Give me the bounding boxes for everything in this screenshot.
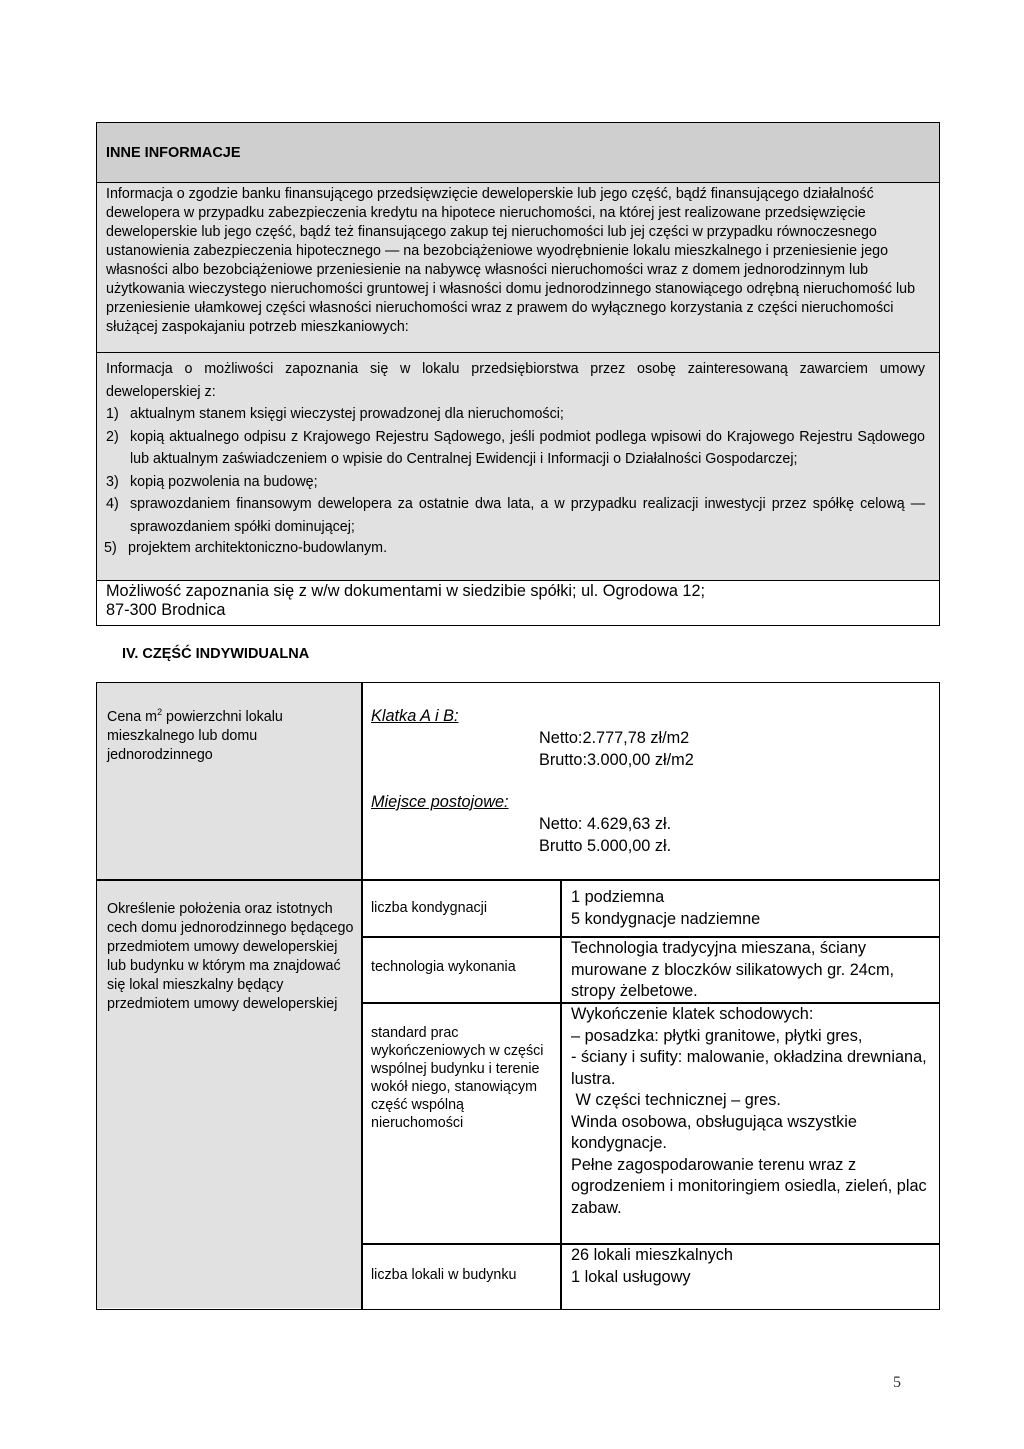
documents-access-location — [97, 581, 939, 625]
document-number: 1) — [106, 406, 119, 422]
location-label: Określenie położenia oraz istotnych cech domu jednorodzinnego będącego przedmiotem umowy deweloperskiej lub budynku w którym ma znajdować się lokal mieszkalny będący przedmiotem umowy deweloperskiej — [107, 901, 354, 1012]
finishing-line: - ściany i sufity: malowanie, okładzina drewniana, lustra. — [571, 1048, 927, 1088]
price-values — [371, 707, 931, 857]
document-item — [104, 538, 925, 558]
bank-consent-info: Informacja o zgodzie banku finansującego przedsięwzięcie deweloperskie lub jego część, bądź finansującego działalność dewelopera w przypadku zabezpieczenia kredytu na hipotece nieruchomości, na której jest realizowane przedsięwzięcie deweloperskie lub jego część, bądź też finansującego zakup tej nieruchomości lub jej części w przypadku równoczesnego ustanowienia zabezpieczenia hipotecznego — na bezobciążeniowe wyodrębnienie lokalu mieszkalnego i przeniesienie jego własności albo bezobciążeniowe przeniesienie na nabywcę własności nieruchomości wraz z domem jednorodzinnym lub użytkowania wieczystego nieruchomości gruntowej i własności domu jednorodzinnego stanowiącego odrębną nieruchomość lub przeniesienie ułamkowej części własności nieruchomości wraz z prawem do wyłącznego korzystania z części nieruchomości służącej zaspokajaniu potrzeb mieszkaniowych: — [97, 183, 939, 353]
finishing-line: Wykończenie klatek schodowych: — [571, 1005, 814, 1023]
finishing-line: W części technicznej – gres. — [571, 1091, 781, 1109]
section-title: IV. CZĘŚĆ INDYWIDUALNA — [122, 646, 310, 662]
parking-brutto: Brutto 5.000,00 zł. — [539, 836, 672, 855]
finishing-line: – posadzka: płytki granitowe, płytki gres, — [571, 1026, 863, 1045]
other-info-table — [96, 122, 940, 626]
documents-intro: Informacja o możliwości zapoznania się w lokalu przedsiębiorstwa przez osobę zainteresowaną zawarciem umowy deweloperskiej z: — [106, 361, 925, 400]
access-line-1: Możliwość zapoznania się z w/w dokumentami w siedzibie spółki; ul. Ogrodowa 12; — [106, 582, 706, 600]
finishing-standard-label: standard prac wykończeniowych w części wspólnej budynku i terenie wokół niego, stanowiącym część wspólną nieruchomości — [371, 1025, 544, 1131]
individual-part-table — [96, 682, 940, 1310]
units-count-value — [571, 1245, 931, 1288]
document-item — [106, 493, 925, 538]
klatka-netto: Netto:2.777,78 zł/m2 — [539, 729, 690, 747]
other-info-header: INNE INFORMACJE — [97, 123, 939, 183]
document-text: sprawozdaniem finansowym dewelopera za ostatnie dwa lata, a w przypadku realizacji inwestycji przez spółkę celową — sprawozdaniem spółki dominującej; — [130, 496, 925, 535]
document-item — [106, 426, 925, 471]
finishing-standard-value — [571, 1004, 931, 1219]
finishing-line: Pełne zagospodarowanie terenu wraz z ogrodzeniem i monitoringiem osiedla, zieleń, plac zabaw. — [571, 1155, 927, 1217]
document-text: aktualnym stanem księgi wieczystej prowadzonej dla nieruchomości; — [130, 406, 564, 422]
row-divider — [97, 879, 939, 881]
price-label-superscript: 2 — [157, 707, 163, 717]
document-item — [106, 471, 925, 494]
units-count-label: liczba lokali w budynku — [371, 1267, 517, 1283]
column-divider — [560, 879, 562, 1309]
floors-line: 1 podziemna — [571, 888, 665, 906]
finishing-line: Winda osobowa, obsługująca wszystkie kondygnacje. — [571, 1112, 857, 1152]
page-number: 5 — [893, 1374, 901, 1391]
price-label — [107, 703, 337, 765]
document-number: 4) — [106, 496, 119, 512]
floors-line: 5 kondygnacje nadziemne — [571, 909, 761, 928]
floors-value — [571, 887, 931, 930]
parking-title: Miejsce postojowe: — [371, 793, 509, 811]
column-divider — [361, 683, 363, 1309]
units-line: 1 lokal usługowy — [571, 1267, 691, 1286]
access-line-2: 87-300 Brodnica — [106, 601, 226, 619]
parking-netto: Netto: 4.629,63 zł. — [539, 815, 672, 833]
price-label-text: Cena m — [107, 708, 158, 725]
klatka-title: Klatka A i B: — [371, 707, 459, 725]
document-number: 3) — [106, 473, 119, 490]
technology-value: Technologia tradycyjna mieszana, ściany murowane z bloczków silikatowych gr. 24cm, stropy żelbetowe. — [571, 939, 895, 1000]
document-text: projektem architektoniczno-budowlanym. — [128, 540, 388, 556]
document-item — [106, 403, 925, 426]
floors-label: liczba kondygnacji — [371, 900, 488, 916]
document-text: kopią aktualnego odpisu z Krajowego Rejestru Sądowego, jeśli podmiot podlega wpisowi do Krajowego Rejestru Sądowego lub aktualnym zaświadczeniem o wpisie do Centralnej Ewidencji i Informacji o Działalności Gospodarczej; — [130, 428, 925, 467]
document-text: kopią pozwolenia na budowę; — [130, 473, 318, 490]
price-label-text-rest: powierzchni lokalu mieszkalnego lub domu jednorodzinnego — [107, 708, 283, 763]
technology-label: technologia wykonania — [371, 959, 516, 975]
documents-info — [97, 353, 939, 581]
document-number: 2) — [106, 428, 119, 445]
units-line: 26 lokali mieszkalnych — [571, 1246, 733, 1264]
document-number: 5) — [104, 540, 117, 556]
klatka-brutto: Brutto:3.000,00 zł/m2 — [539, 750, 694, 769]
